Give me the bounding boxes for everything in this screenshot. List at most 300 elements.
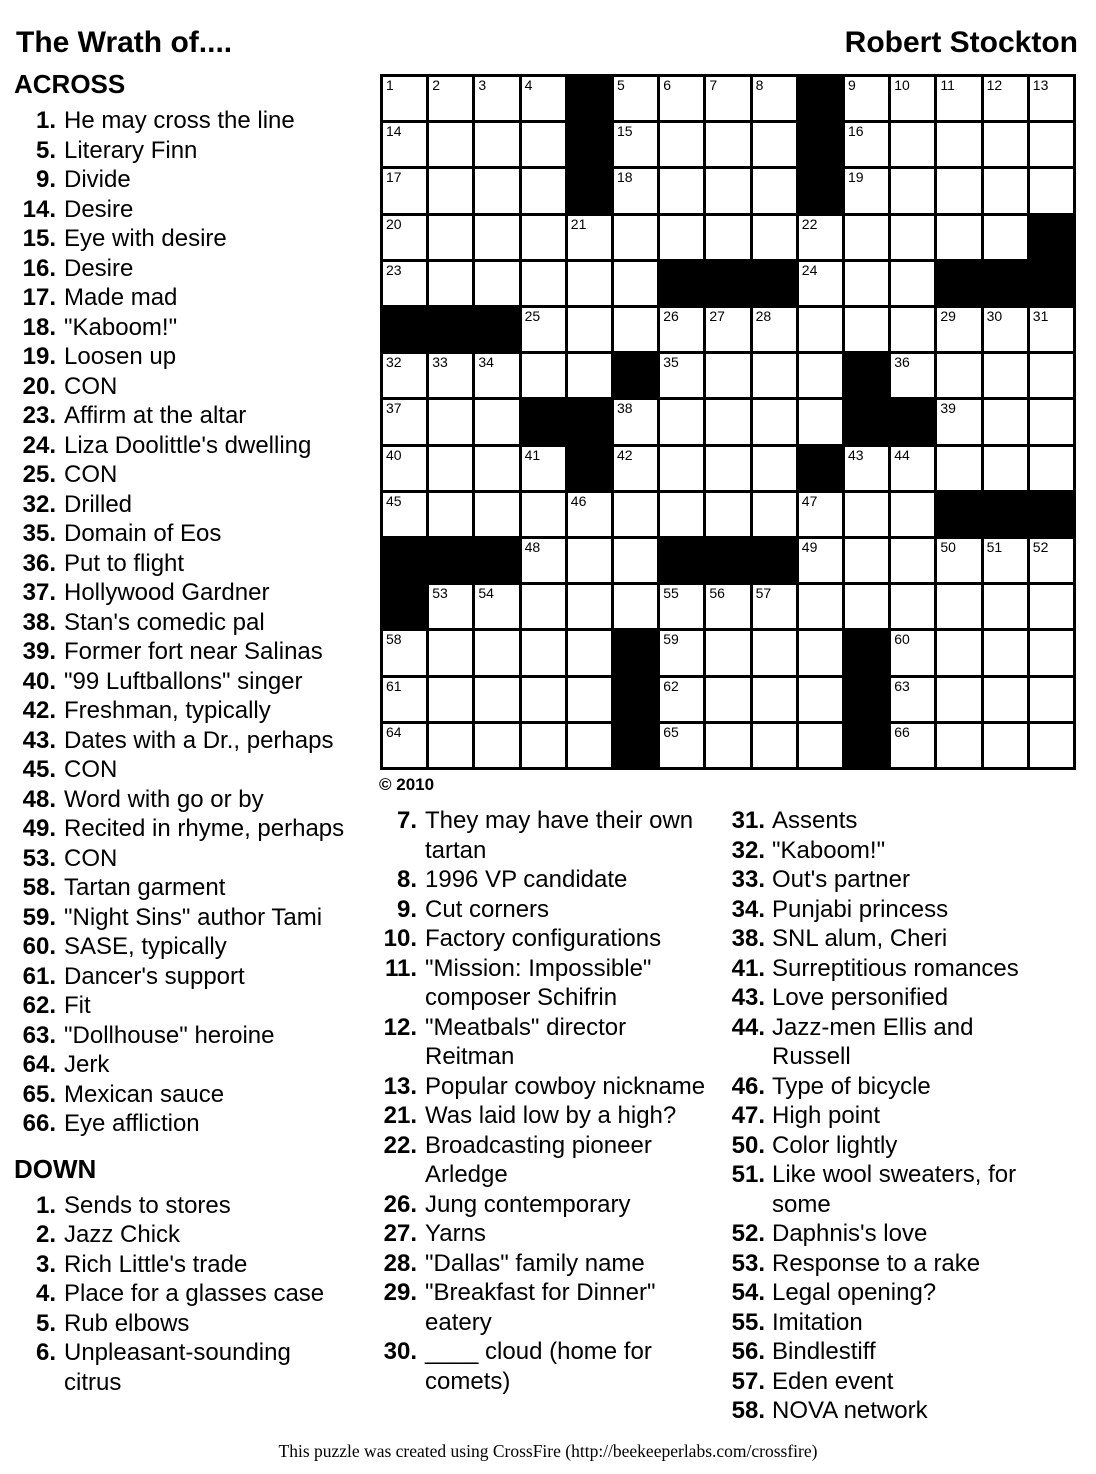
grid-cell[interactable] [753,631,796,674]
black-cell [799,169,842,212]
clue-item [14,844,366,874]
grid-cell[interactable] [614,308,657,351]
grid-cell[interactable] [706,724,749,767]
grid-cell[interactable] [568,724,611,767]
black-cell [984,493,1027,536]
cell-number: 26 [663,308,679,324]
black-cell [753,539,796,582]
grid-cell[interactable] [429,216,472,259]
down-clues-column-middle [380,806,720,1396]
grid-cell[interactable] [845,123,888,166]
black-cell [429,308,472,351]
grid-cell[interactable] [937,308,980,351]
clue-text: He may cross the line [64,107,295,134]
clue-text: Eye with desire [64,225,227,252]
clue-item [14,932,366,962]
grid-cell[interactable] [753,493,796,536]
grid-cell[interactable] [891,631,934,674]
cell-number: 4 [524,77,533,93]
grid-cell[interactable] [660,678,703,721]
cell-number: 21 [570,215,587,232]
grid-cell[interactable] [660,447,703,490]
grid-cell[interactable] [429,724,472,767]
clue-number: 19. [22,343,56,370]
grid-cell[interactable] [522,678,565,721]
clue-number: 29. [383,1279,417,1306]
clue-number: 50. [731,1131,765,1159]
grid-cell[interactable] [429,354,472,397]
grid-cell[interactable] [475,631,518,674]
grid-cell[interactable] [984,169,1027,212]
grid-cell[interactable] [984,539,1027,582]
clue-number: 44. [731,1013,765,1041]
grid-cell[interactable] [891,539,934,582]
black-cell [1030,216,1073,259]
clue-number: 38. [731,925,765,952]
clue-number: 42. [22,697,56,724]
clue-item [380,1249,720,1279]
grid-cell[interactable] [845,539,888,582]
grid-cell[interactable] [937,447,980,490]
grid-cell[interactable] [799,216,842,259]
grid-cell[interactable] [706,678,749,721]
clue-item [728,1278,1050,1308]
grid-cell[interactable] [706,447,749,490]
clue-number: 35. [22,520,56,547]
grid-cell[interactable] [891,123,934,166]
black-cell [568,77,611,120]
grid-cell[interactable] [984,678,1027,721]
grid-cell[interactable] [937,585,980,628]
clue-item [14,1279,366,1309]
clue-number: 38. [22,608,56,636]
grid-cell[interactable] [984,724,1027,767]
grid-cell[interactable] [706,493,749,536]
grid-cell[interactable] [845,308,888,351]
grid-cell[interactable] [1030,539,1073,582]
cell-number: 23 [386,261,402,278]
grid-cell[interactable] [522,77,565,120]
grid-cell[interactable] [845,262,888,305]
grid-cell[interactable] [383,400,426,443]
clue-item [14,608,366,638]
cell-number: 25 [524,308,541,324]
clue-item [380,1219,720,1249]
clue-number: 11. [384,954,417,982]
grid-cell[interactable] [568,539,611,582]
grid-cell[interactable] [522,354,565,397]
grid-cell[interactable] [383,631,426,674]
clue-item [728,1131,1050,1161]
clue-text: Former fort near Salinas [64,638,323,665]
grid-cell[interactable] [984,123,1027,166]
grid-cell[interactable] [706,216,749,259]
clue-number: 31. [731,807,765,834]
grid-cell[interactable] [475,216,518,259]
grid-cell[interactable] [522,447,565,490]
black-cell [614,354,657,397]
grid-cell[interactable] [845,169,888,212]
grid-cell[interactable] [984,216,1027,259]
grid-cell[interactable] [660,77,703,120]
grid-cell[interactable] [660,123,703,166]
grid-cell[interactable] [383,724,426,767]
grid-cell[interactable] [522,631,565,674]
grid-cell[interactable] [891,77,934,120]
grid-cell[interactable] [845,77,888,120]
grid-cell[interactable] [753,123,796,166]
grid-cell[interactable] [799,539,842,582]
grid-cell[interactable] [522,539,565,582]
black-cell [614,724,657,767]
clue-number: 52. [731,1220,765,1247]
grid-cell[interactable] [475,354,518,397]
grid-cell[interactable] [753,216,796,259]
grid-cell[interactable] [753,678,796,721]
cell-number: 45 [386,492,402,509]
cell-number: 11 [940,77,955,93]
grid-cell[interactable] [891,308,934,351]
grid-cell[interactable] [522,493,565,536]
clue-text: Cut corners [425,895,550,923]
clue-item [14,195,366,225]
clue-number: 40. [22,667,56,695]
clue-text: Recited in rhyme, perhaps [64,815,345,842]
grid-cell[interactable] [799,631,842,674]
grid-cell[interactable] [706,308,749,351]
clue-number: 55. [731,1308,765,1336]
clue-item [728,895,1050,925]
grid-cell[interactable] [799,262,842,305]
grid-cell[interactable] [383,678,426,721]
grid-cell[interactable] [522,216,565,259]
grid-cell[interactable] [891,262,934,305]
clue-text: Like wool sweaters, for some [772,1161,1017,1218]
grid-cell[interactable] [429,77,472,120]
grid-cell[interactable] [937,169,980,212]
clue-item [728,1337,1050,1367]
grid-cell[interactable] [753,447,796,490]
grid-cell[interactable] [614,216,657,259]
grid-cell[interactable] [614,539,657,582]
grid-cell[interactable] [891,585,934,628]
grid-cell[interactable] [660,216,703,259]
black-cell [706,539,749,582]
grid-cell[interactable] [383,123,426,166]
grid-cell[interactable] [845,493,888,536]
clue-number: 41. [731,954,765,982]
clue-item [728,954,1050,984]
grid-cell[interactable] [706,400,749,443]
clue-text: Jung contemporary [425,1190,631,1218]
grid-cell[interactable] [429,169,472,212]
grid-cell[interactable] [429,123,472,166]
clue-text: Made mad [64,284,178,311]
grid-cell[interactable] [706,585,749,628]
grid-cell[interactable] [1030,169,1073,212]
clue-item [380,865,720,895]
clue-item [14,1309,366,1339]
grid-cell[interactable] [383,262,426,305]
grid-cell[interactable] [429,400,472,443]
grid-cell[interactable] [429,678,472,721]
clue-number: 66. [22,1110,56,1137]
grid-cell[interactable] [937,678,980,721]
grid-cell[interactable] [660,354,703,397]
black-cell [845,631,888,674]
grid-cell[interactable] [614,493,657,536]
clue-text: Put to flight [64,549,185,577]
clue-text: Stan's comedic pal [64,608,265,636]
grid-cell[interactable] [984,585,1027,628]
clue-number: 26. [383,1190,417,1218]
clue-number: 18. [22,313,56,341]
grid-cell[interactable] [1030,678,1073,721]
black-cell [799,123,842,166]
grid-cell[interactable] [475,400,518,443]
grid-cell[interactable] [475,77,518,120]
cell-number: 62 [663,677,679,694]
black-cell [706,262,749,305]
grid-cell[interactable] [475,447,518,490]
grid-cell[interactable] [475,724,518,767]
grid-cell[interactable] [568,678,611,721]
grid-cell[interactable] [475,585,518,628]
clue-text: Loosen up [64,343,177,370]
grid-cell[interactable] [891,724,934,767]
grid-cell[interactable] [753,585,796,628]
grid-cell[interactable] [1030,354,1073,397]
clue-item [380,1013,720,1072]
clue-item [14,372,366,402]
grid-cell[interactable] [660,585,703,628]
clue-item [14,873,366,903]
grid-cell[interactable] [429,447,472,490]
grid-cell[interactable] [1030,585,1073,628]
grid-cell[interactable] [1030,123,1073,166]
grid-cell[interactable] [937,724,980,767]
grid-cell[interactable] [891,678,934,721]
grid-cell[interactable] [568,585,611,628]
grid-cell[interactable] [614,77,657,120]
clue-item [14,519,366,549]
grid-cell[interactable] [568,631,611,674]
grid-cell[interactable] [522,724,565,767]
grid-cell[interactable] [753,400,796,443]
grid-cell[interactable] [660,308,703,351]
grid-cell[interactable] [475,493,518,536]
grid-cell[interactable] [475,262,518,305]
clue-number: 15. [22,225,56,252]
grid-cell[interactable] [1030,631,1073,674]
grid-cell[interactable] [799,493,842,536]
clue-number: 51. [731,1161,765,1188]
grid-cell[interactable] [799,585,842,628]
grid-cell[interactable] [383,77,426,120]
cell-number: 28 [755,308,772,324]
grid-cell[interactable] [984,447,1027,490]
grid-cell[interactable] [568,493,611,536]
clue-text: "Dallas" family name [425,1249,645,1277]
grid-cell[interactable] [753,77,796,120]
grid-cell[interactable] [845,585,888,628]
grid-cell[interactable] [522,262,565,305]
grid-cell[interactable] [1030,447,1073,490]
cell-number: 10 [894,77,910,93]
grid-cell[interactable] [891,216,934,259]
grid-cell[interactable] [1030,77,1073,120]
grid-cell[interactable] [522,169,565,212]
clue-item [14,1250,366,1280]
grid-cell[interactable] [706,354,749,397]
cell-number: 7 [709,77,718,93]
clue-text: Divide [64,166,131,193]
clue-number: 17. [22,284,56,311]
clue-number: 27. [383,1220,417,1247]
clue-number: 32. [731,836,765,864]
grid-cell[interactable] [614,262,657,305]
clue-text: Desire [64,195,134,223]
grid-cell[interactable] [799,678,842,721]
clue-item [380,1278,720,1337]
grid-cell[interactable] [891,169,934,212]
grid-cell[interactable] [568,308,611,351]
grid-cell[interactable] [706,631,749,674]
cell-number: 56 [709,585,725,602]
grid-cell[interactable] [753,724,796,767]
clue-number: 43. [22,726,56,754]
grid-cell[interactable] [660,400,703,443]
grid-cell[interactable] [383,354,426,397]
clue-number: 61. [22,962,56,990]
down-clue-list-2 [380,806,720,1396]
grid-cell[interactable] [429,262,472,305]
clue-text: Punjabi princess [772,895,949,923]
clue-number: 58. [22,874,56,901]
cell-number: 1 [386,77,394,93]
grid-cell[interactable] [568,262,611,305]
black-cell [383,308,426,351]
grid-cell[interactable] [706,123,749,166]
grid-cell[interactable] [937,354,980,397]
black-cell [845,400,888,443]
clue-text: CON [64,756,118,783]
grid-cell[interactable] [475,678,518,721]
grid-cell[interactable] [1030,724,1073,767]
grid-cell[interactable] [937,400,980,443]
grid-cell[interactable] [614,169,657,212]
cell-number: 63 [894,677,910,694]
grid-cell[interactable] [845,216,888,259]
grid-cell[interactable] [799,308,842,351]
cell-number: 14 [386,123,402,140]
grid-cell[interactable] [475,123,518,166]
black-cell [522,400,565,443]
grid-cell[interactable] [614,123,657,166]
grid-cell[interactable] [706,169,749,212]
grid-cell[interactable] [522,123,565,166]
grid-cell[interactable] [706,77,749,120]
grid-cell[interactable] [799,354,842,397]
clue-text: They may have their own tartan [425,807,694,864]
grid-cell[interactable] [799,724,842,767]
grid-cell[interactable] [753,308,796,351]
grid-cell[interactable] [753,169,796,212]
clue-item [14,814,366,844]
grid-cell[interactable] [891,447,934,490]
cell-number: 40 [386,446,402,463]
clue-number: 62. [22,992,56,1019]
grid-cell[interactable] [937,77,980,120]
grid-cell[interactable] [1030,308,1073,351]
grid-cell[interactable] [984,308,1027,351]
grid-cell[interactable] [429,585,472,628]
grid-cell[interactable] [937,123,980,166]
grid-cell[interactable] [660,493,703,536]
grid-cell[interactable] [984,354,1027,397]
grid-cell[interactable] [937,539,980,582]
grid-cell[interactable] [568,216,611,259]
grid-cell[interactable] [568,354,611,397]
grid-cell[interactable] [614,585,657,628]
grid-cell[interactable] [522,585,565,628]
grid-cell[interactable] [383,493,426,536]
clue-item [14,903,366,933]
grid-cell[interactable] [937,216,980,259]
clue-number: 53. [731,1249,765,1277]
clue-item [14,1021,366,1051]
grid-cell[interactable] [614,400,657,443]
grid-cell[interactable] [429,631,472,674]
grid-cell[interactable] [660,169,703,212]
clue-item [728,1219,1050,1249]
black-cell [614,631,657,674]
grid-cell[interactable] [383,447,426,490]
grid-cell[interactable] [799,400,842,443]
grid-cell[interactable] [845,447,888,490]
clue-text: Eden event [772,1367,894,1395]
clue-item [380,895,720,925]
cell-number: 9 [848,77,856,93]
clue-text: "Mission: Impossible" composer Schifrin [425,954,652,1011]
clue-item [728,1367,1050,1397]
cell-number: 36 [894,354,910,371]
grid-cell[interactable] [984,400,1027,443]
grid-cell[interactable] [984,631,1027,674]
grid-cell[interactable] [660,631,703,674]
grid-cell[interactable] [753,354,796,397]
grid-cell[interactable] [522,308,565,351]
grid-cell[interactable] [891,493,934,536]
clue-text: Literary Finn [64,136,198,164]
clue-text: Legal opening? [772,1279,937,1306]
clue-number: 1. [35,1191,56,1219]
clue-item [14,431,366,461]
grid-cell[interactable] [660,724,703,767]
grid-cell[interactable] [891,354,934,397]
grid-cell[interactable] [383,216,426,259]
clue-item [14,165,366,195]
grid-cell[interactable] [429,493,472,536]
cell-number: 64 [386,723,402,740]
grid-cell[interactable] [614,447,657,490]
grid-cell[interactable] [984,77,1027,120]
grid-cell[interactable] [937,631,980,674]
clue-item [380,806,720,865]
grid-cell[interactable] [475,169,518,212]
grid-cell[interactable] [383,169,426,212]
grid-cell[interactable] [1030,400,1073,443]
